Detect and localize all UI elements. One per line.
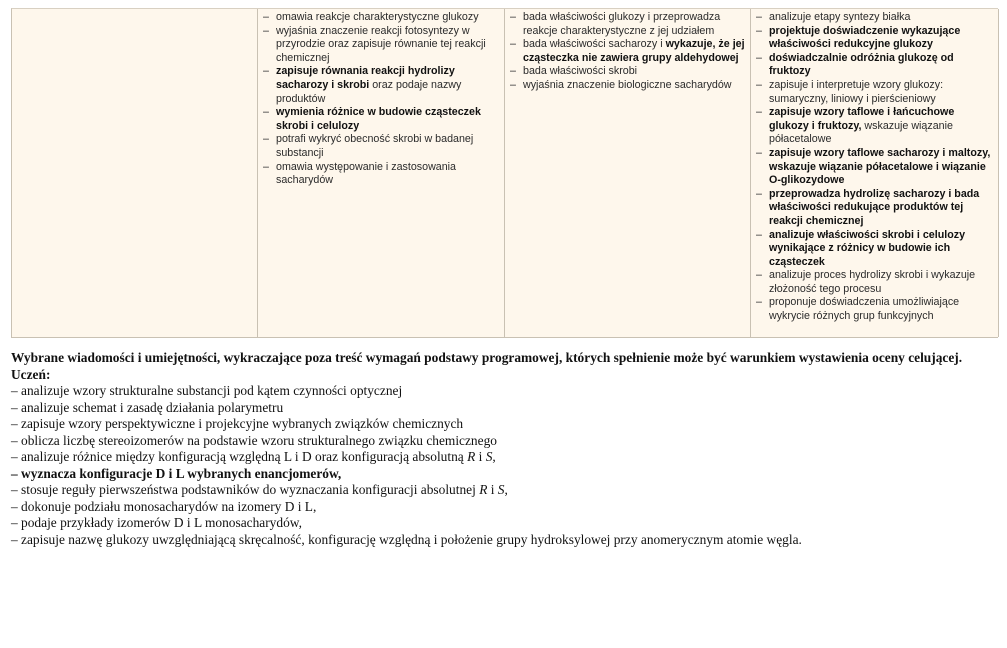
item-text: bada właściwości sacharozy i [523, 38, 666, 51]
dash-bullet: – [756, 24, 762, 37]
celujaca-item [11, 416, 1001, 433]
item-text: potrafi wykryć obecność skrobi w badanej substancji [276, 133, 474, 159]
dash-bullet: – [756, 146, 762, 159]
item-text: – wyznacza konfiguracje D i L wybranych enancjomerów, [11, 465, 342, 481]
requirements-list [263, 11, 499, 188]
bold-text: zapisuje wzory taflowe i łańcuchowe glukozy i fruktozy, [769, 106, 955, 132]
dash-bullet: – [756, 78, 762, 91]
celujaca-section [11, 350, 1001, 548]
dash-bullet: – [756, 106, 762, 119]
dash-bullet: – [756, 187, 762, 200]
dash-bullet: – [510, 78, 516, 91]
celujaca-item [11, 400, 1001, 417]
dash-bullet: – [263, 160, 269, 173]
requirement-item [756, 106, 993, 147]
dash-bullet: – [756, 269, 762, 282]
item-text: zapisuje i interpretuje wzory glukozy: sumaryczny, liniowy i pierścieniowy [769, 78, 944, 105]
bold-text: doświadczalnie odróżnia glukozę od fruktozy [769, 51, 954, 78]
requirement-item [510, 65, 745, 79]
celujaca-item [11, 499, 1001, 516]
dash-bullet: – [756, 11, 762, 23]
requirement-item [756, 79, 993, 106]
requirement-item [263, 25, 499, 66]
item-text: – stosuje reguły pierwszeństwa podstawników do wyznaczania konfiguracji absolutnej [11, 482, 480, 497]
requirement-item [756, 188, 993, 229]
item-text: omawia występowanie i zastosowania sacharydów [276, 160, 456, 187]
requirements-list [510, 11, 745, 93]
requirements-list [756, 11, 993, 324]
item-text: oraz podaje nazwy produktów [276, 78, 462, 105]
item-text: – oblicza liczbę stereoizomerów na podstawie wzoru strukturalnego związku chemicznego [11, 432, 497, 448]
italic-symbol: R [467, 449, 476, 464]
requirement-item [756, 25, 993, 52]
item-text: – dokonuje podziału monosacharydów na izomery D i L, [11, 498, 317, 514]
item-text: bada właściwości skrobi [523, 65, 638, 78]
item-text: , [504, 482, 508, 497]
item-text: wyjaśnia znaczenie reakcji fotosyntezy w przyrodzie oraz zapisuje równanie tej reakcji chemicznej [276, 24, 486, 64]
item-text: – analizuje wzory strukturalne substancji pod kątem czynności optycznej [11, 383, 403, 398]
requirement-item [510, 38, 745, 65]
celujaca-item [11, 383, 1001, 400]
item-text: proponuje doświadczenia umożliwiające wykrycie różnych grup funkcyjnych [769, 296, 960, 323]
celujaca-item [11, 449, 1001, 466]
bold-text: zapisuje wzory taflowe sacharozy i maltozy, wskazuje wiązanie półacetalowe i wiązanie O-glikozydowe [769, 146, 991, 187]
requirement-item [263, 106, 499, 133]
celujaca-list [11, 383, 1001, 548]
dash-bullet: – [756, 296, 762, 309]
item-text: analizuje etapy syntezy białka [769, 11, 911, 23]
requirement-item [263, 133, 499, 160]
item-text: bada właściwości glukozy i przeprowadza reakcje charakterystyczne z jej udziałem [523, 11, 721, 37]
item-text: omawia reakcje charakterystyczne glukozy [276, 11, 479, 23]
item-text: – analizuje schemat i zasadę działania polarymetru [11, 399, 284, 415]
item-text: analizuje proces hydrolizy skrobi i wykazuje złożoność tego procesu [769, 269, 976, 295]
item-text: – zapisuje wzory perspektywiczne i projekcyjne wybranych związków chemicznych [11, 416, 464, 431]
dash-bullet: – [263, 133, 269, 146]
bold-text: zapisuje równania reakcji hydrolizy sacharozy i skrobi [276, 65, 455, 91]
table-column-3 [505, 9, 751, 337]
dash-bullet: – [510, 65, 516, 78]
requirement-item [756, 52, 993, 79]
requirement-item [263, 11, 499, 25]
table-column-4 [751, 9, 999, 337]
requirement-item [510, 11, 745, 38]
item-text: wyjaśnia znaczenie biologiczne sacharydów [523, 78, 732, 91]
italic-symbol: S [497, 482, 505, 497]
dash-bullet: – [263, 106, 269, 119]
dash-bullet: – [263, 11, 269, 23]
requirement-item [756, 147, 993, 188]
item-text: , [492, 449, 496, 464]
dash-bullet: – [756, 51, 762, 64]
celujaca-item [11, 515, 1001, 532]
bold-text: analizuje właściwości skrobi i celulozy wynikające z różnicy w budowie ich cząsteczek [769, 228, 966, 268]
requirement-item [756, 296, 993, 323]
celujaca-item [11, 532, 1001, 549]
item-text: i [487, 482, 498, 497]
bold-text: wymienia różnice w budowie cząsteczek skrobi i celulozy [276, 106, 481, 132]
requirement-item [263, 161, 499, 188]
item-text: – zapisuje nazwę glukozy uwzględniającą skręcalność, konfigurację względną i położenie grupy hydroksylowej przy anomerycznym atomie węgla. [11, 531, 802, 547]
celujaca-item [11, 466, 1001, 483]
bold-text: wykazuje, że jej cząsteczka nie zawiera grupy aldehydowej [523, 38, 745, 64]
bold-text: projektuje doświadczenie wykazujące właściwości redukcyjne glukozy [769, 24, 961, 51]
requirement-item [756, 269, 993, 296]
celujaca-item [11, 433, 1001, 450]
dash-bullet: – [263, 65, 269, 78]
table-column-2 [258, 9, 505, 337]
bold-text: przeprowadza hydrolizę sacharozy i bada właściwości redukujące produktów tej reakcji chemicznej [769, 187, 980, 227]
dash-bullet: – [756, 228, 762, 241]
table-column-1 [12, 9, 258, 337]
italic-symbol: S [485, 449, 493, 464]
item-text: i [475, 449, 486, 464]
item-text: wskazuje wiązanie półacetalowe [769, 119, 953, 146]
item-text: – podaje przykłady izomerów D i L monosacharydów, [11, 515, 302, 530]
requirements-table [11, 8, 998, 338]
requirement-item [263, 65, 499, 106]
requirement-item [510, 79, 745, 93]
dash-bullet: – [263, 24, 269, 37]
item-text: – analizuje różnice między konfiguracją względną L i D oraz konfiguracją absolutną [11, 449, 468, 464]
celujaca-item [11, 482, 1001, 499]
italic-symbol: R [479, 482, 488, 497]
requirement-item [756, 229, 993, 270]
requirement-item [756, 11, 993, 25]
dash-bullet: – [510, 38, 516, 51]
section-heading: Wybrane wiadomości i umiejętności, wykraczające poza treść wymagań podstawy programowej, których spełnienie może być warunkiem wystawienia oceny celującej. Uczeń: [11, 350, 963, 382]
dash-bullet: – [510, 11, 516, 23]
